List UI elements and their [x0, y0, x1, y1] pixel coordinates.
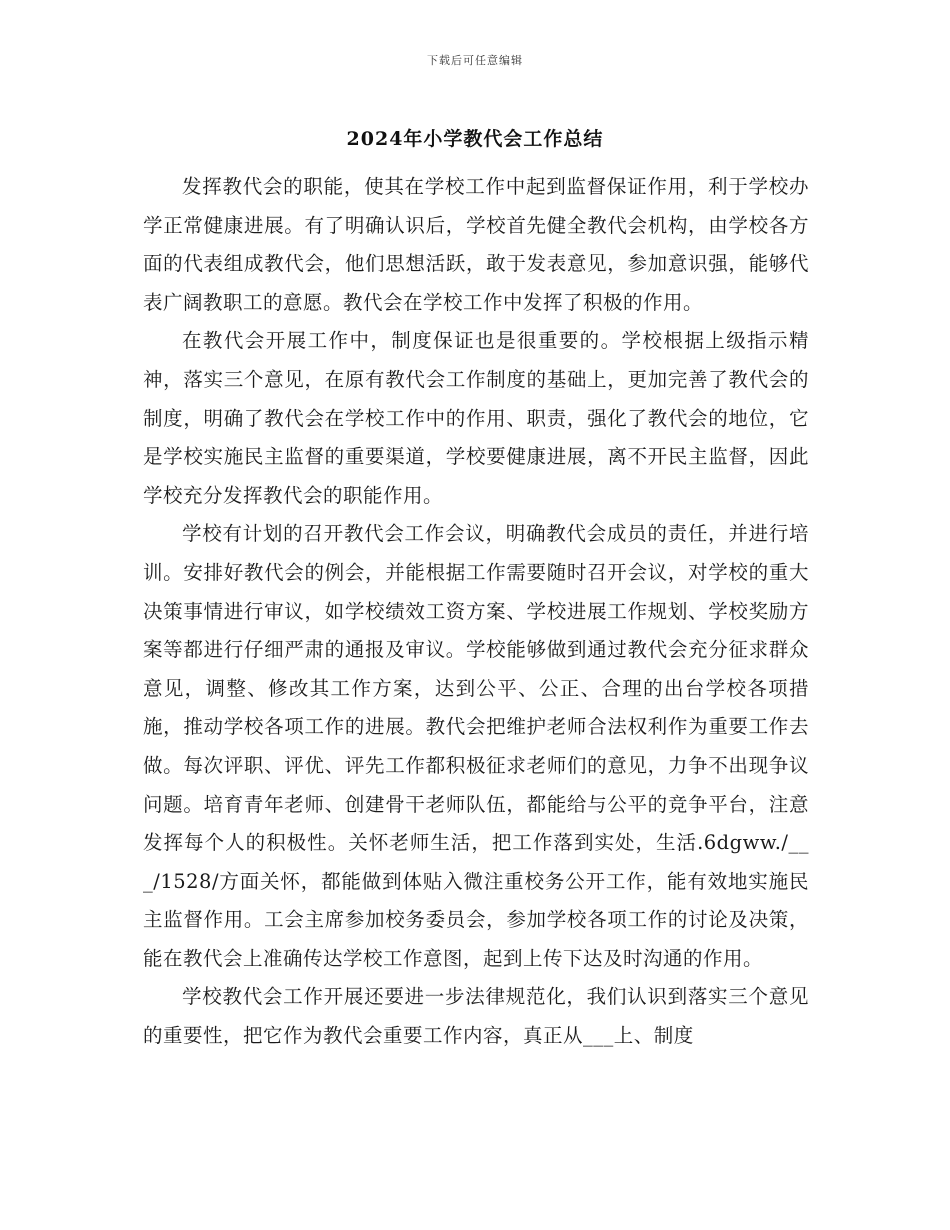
paragraph-4: 学校教代会工作开展还要进一步法律规范化，我们认识到落实三个意见的重要性，把它作为教代会重要工作内容，真正从___上、制度	[143, 985, 809, 1048]
document-body	[143, 168, 809, 1056]
paragraph-3: 学校有计划的召开教代会工作会议，明确教代会成员的责任，并进行培训。安排好教代会的例会，并能根据工作需要随时召开会议，对学校的重大决策事情进行审议，如学校绩效工资方案、学校进展工作规划、学校奖励方案等都进行仔细严肃的通报及审议。学校能够做到通过教代会充分征求群众意见，调整、修改其工作方案，达到公平、公正、合理的出台学校各项措施，推动学校各项工作的进展。教代会把维护老师合法权利作为重要工作去做。每次评职、评优、评先工作都积极征求老师们的意见，力争不出现争议问题。培育青年老师、创建骨干老师队伍，都能给与公平的竞争平台，注意发挥每个人的积极性。关怀老师生活，把工作落到实处，生活.6dgww./___/1528/方面关怀，都能做到体贴入微注重校务公开工作，能有效地实施民主监督作用。工会主席参加校务委员会，参加学校各项工作的讨论及决策，能在教代会上准确传达学校工作意图，起到上传下达及时沟通的作用。	[143, 522, 809, 970]
header-note: 下载后可任意编辑	[427, 54, 523, 67]
document-title: 2024年小学教代会工作总结	[346, 128, 604, 150]
paragraph-1: 发挥教代会的职能，使其在学校工作中起到监督保证作用，利于学校办学正常健康进展。有了明确认识后，学校首先健全教代会机构，由学校各方面的代表组成教代会，他们思想活跃，敢于发表意见，参加意识强，能够代表广阔教职工的意愿。教代会在学校工作中发挥了积极的作用。	[143, 175, 809, 314]
paragraph-2: 在教代会开展工作中，制度保证也是很重要的。学校根据上级指示精神，落实三个意见，在原有教代会工作制度的基础上，更加完善了教代会的制度，明确了教代会在学校工作中的作用、职责，强化了教代会的地位，它是学校实施民主监督的重要渠道，学校要健康进展，离不开民主监督，因此学校充分发挥教代会的职能作用。	[143, 329, 809, 507]
